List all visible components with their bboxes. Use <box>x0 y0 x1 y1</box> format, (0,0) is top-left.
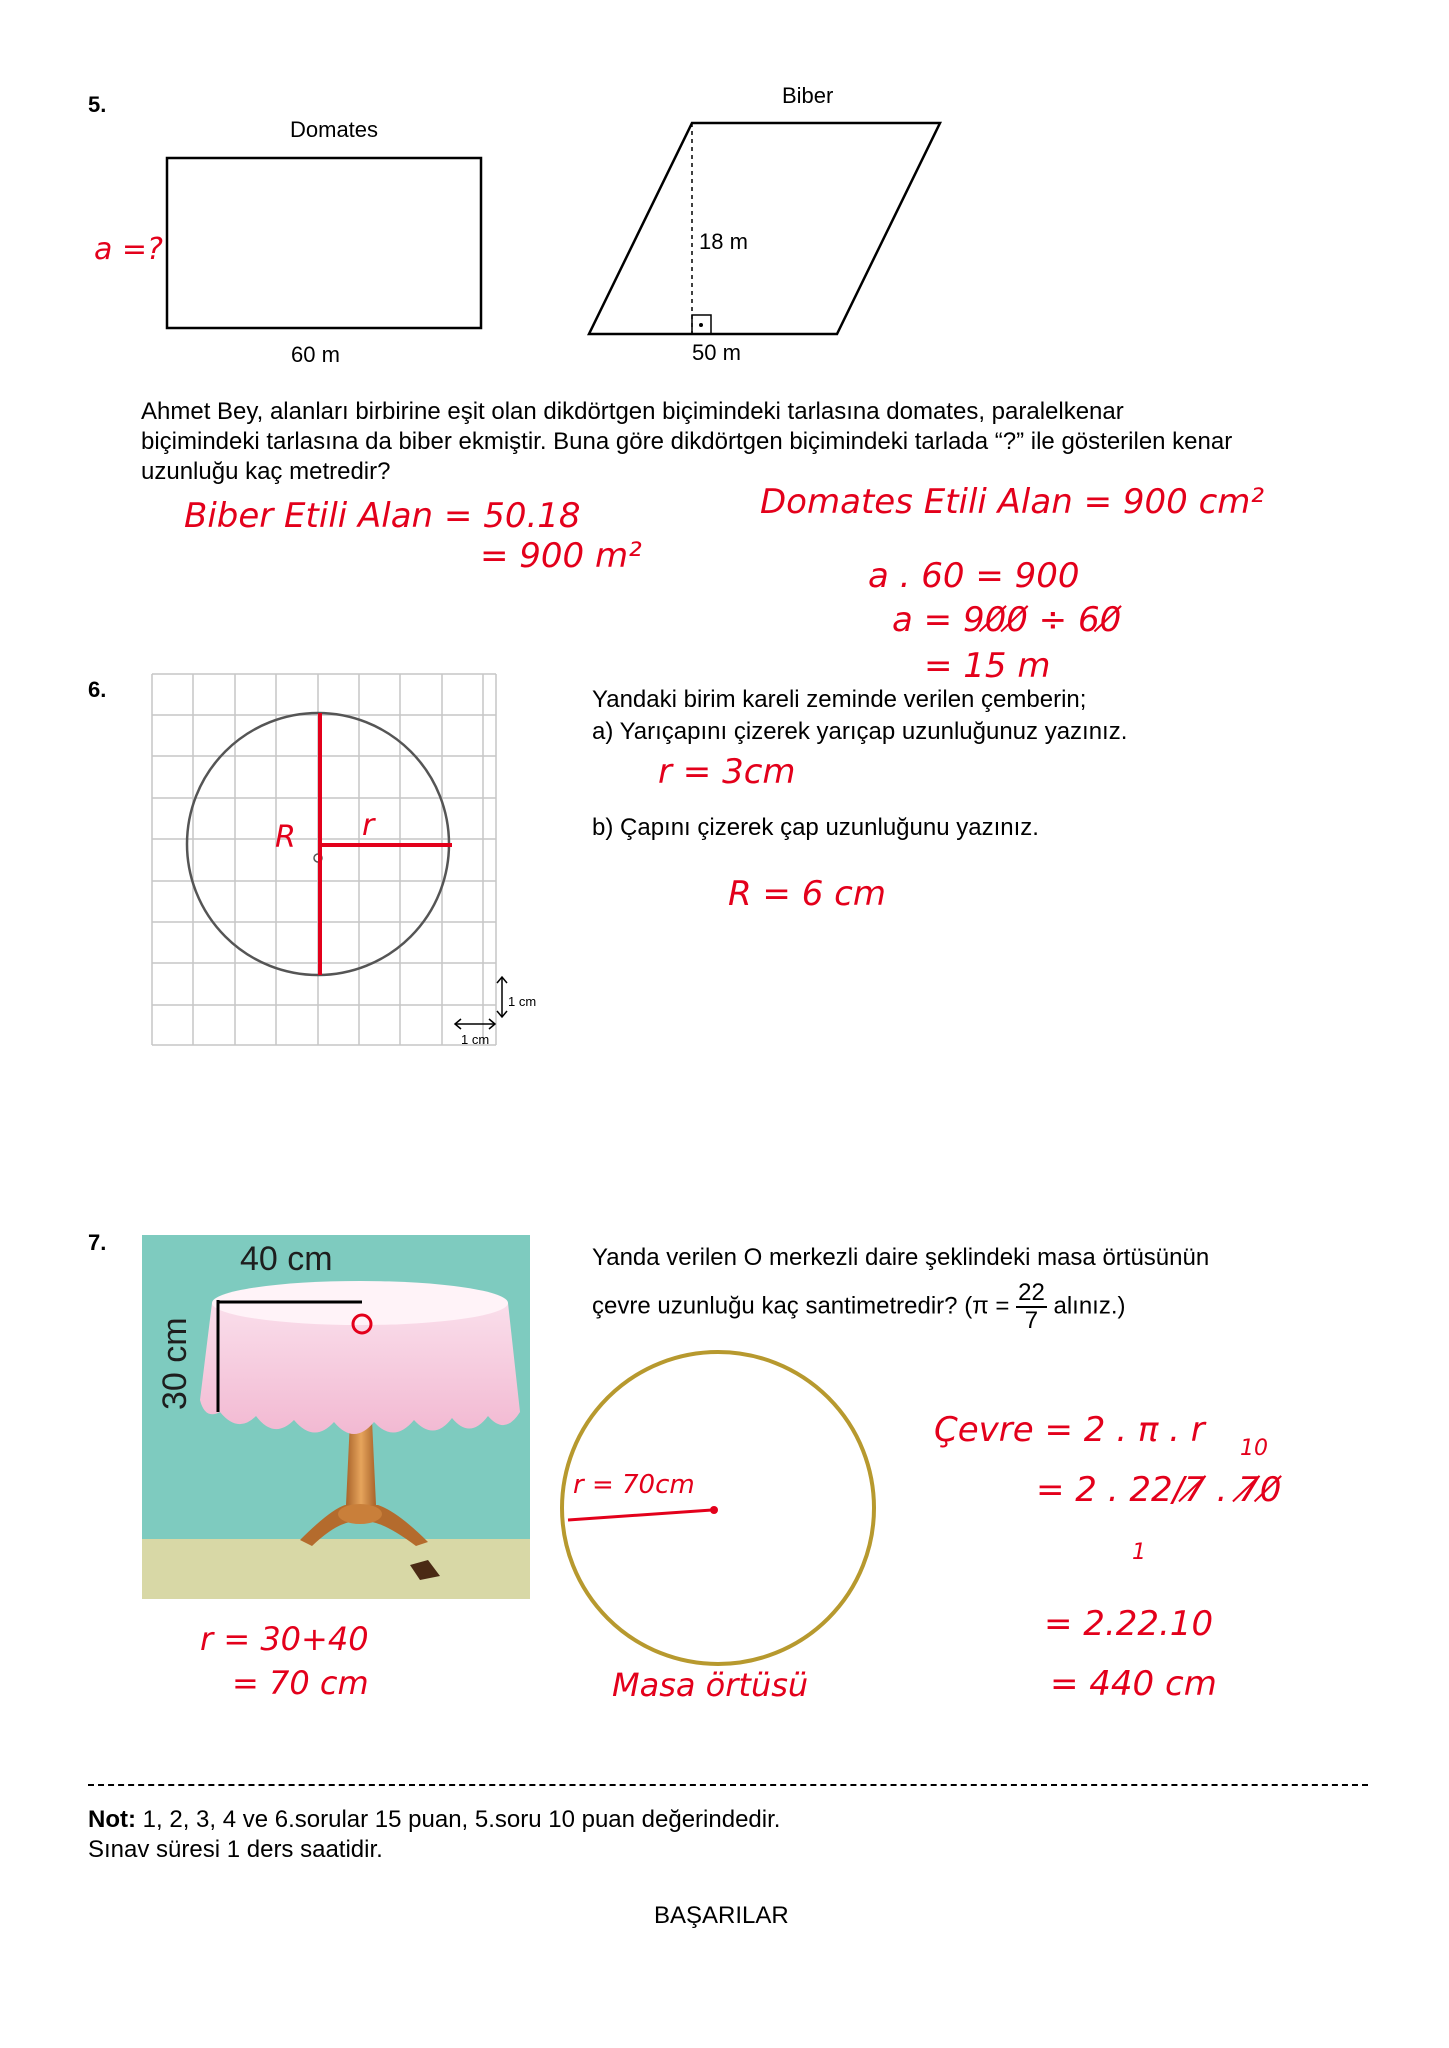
q7-text-line-1: Yanda verilen O merkezli daire şeklindeki masa örtüsünün <box>592 1244 1210 1271</box>
separator <box>88 1784 1368 1786</box>
para-base-label: 50 m <box>692 340 741 365</box>
q5-text-line-2: biçimindeki tarlasına da biber ekmiştir. Buna göre dikdörtgen biçimindeki tarlada “?” ile gösterilen kenar <box>141 428 1233 455</box>
q6-part-a: a) Yarıçapını çizerek yarıçap uzunluğunuz yazınız. <box>592 718 1128 745</box>
question-5-number: 5. <box>88 92 107 117</box>
hw-radius-sum: r = 30+40 <box>200 1620 369 1658</box>
hw-perimeter-formula: Çevre = 2 . π . r <box>934 1410 1205 1450</box>
note-text: 1, 2, 3, 4 ve 6.sorular 15 puan, 5.soru 10 puan değerindedir. <box>142 1806 781 1833</box>
question-7-number: 7. <box>88 1230 107 1255</box>
hw-circle <box>562 1352 874 1664</box>
hw-perimeter-step-1: = 2 . 22/7̸ . 7̸0̸ <box>1036 1470 1282 1510</box>
q6-intro: Yandaki birim kareli zeminde verilen çemberin; <box>592 686 1087 713</box>
hw-ten: 10 <box>1240 1436 1268 1461</box>
hw-circle-radius-label: r = 70cm <box>573 1470 695 1500</box>
question-6-number: 6. <box>88 677 107 702</box>
hw-answer-b: R = 6 cm <box>728 874 886 914</box>
hw-radius-result: = 70 cm <box>232 1664 369 1702</box>
q7-text-line-2 <box>592 1280 1126 1334</box>
hw-pepper-area-1: Biber Etili Alan = 50.18 <box>184 496 581 536</box>
img-width-label: 40 cm <box>240 1240 333 1278</box>
hw-tomato-area-3: a = 90̸0̸ ÷ 60̸ <box>892 600 1122 640</box>
q5-text-line-1: Ahmet Bey, alanları birbirine eşit olan dikdörtgen biçimindeki tarlasına domates, paralelkenar <box>141 398 1124 425</box>
hw-radius-label: r <box>362 808 375 843</box>
hw-tomato-area-1: Domates Etili Alan = 900 cm² <box>760 482 1265 522</box>
rect-width-label: 60 m <box>291 342 340 367</box>
q5-text-line-3: uzunluğu kaç metredir? <box>141 458 391 485</box>
hw-diameter-label: R <box>275 820 296 855</box>
img-height-label: 30 cm <box>156 1317 194 1410</box>
scale-vertical: 1 cm <box>508 994 537 1009</box>
q7-text-pre: çevre uzunluğu kaç santimetredir? (π = <box>592 1292 1010 1320</box>
tomato-label: Domates <box>290 117 379 142</box>
duration-text: Sınav süresi 1 ders saatidir. <box>88 1836 383 1863</box>
pi-denominator: 7 <box>1024 1307 1039 1334</box>
scale-horizontal: 1 cm <box>461 1032 490 1047</box>
hw-tomato-area-4: = 15 m <box>924 646 1051 686</box>
pepper-label: Biber <box>782 83 834 108</box>
pi-numerator: 22 <box>1018 1279 1045 1306</box>
pi-fraction <box>1016 1280 1047 1334</box>
hw-circle-radius <box>568 1510 712 1520</box>
hw-pepper-area-2: = 900 m² <box>480 536 642 576</box>
hw-perimeter-step-2: = 2.22.10 <box>1044 1604 1214 1644</box>
hw-circle-caption: Masa örtüsü <box>612 1666 809 1704</box>
q6-part-b: b) Çapını çizerek çap uzunluğunu yazınız. <box>592 814 1039 841</box>
hw-perimeter-result: = 440 cm <box>1050 1664 1217 1704</box>
para-height-label: 18 m <box>699 229 748 254</box>
q7-text-post: alınız.) <box>1053 1292 1126 1320</box>
note-label: Not: <box>88 1806 136 1833</box>
hw-tomato-area-2: a . 60 = 900 <box>868 556 1080 596</box>
hw-one: 1 <box>1132 1540 1146 1565</box>
hw-unknown-side: a =? <box>94 232 163 267</box>
hw-answer-a: r = 3cm <box>658 752 796 792</box>
closing-text: BAŞARILAR <box>654 1902 789 1929</box>
note-line <box>88 1804 780 1835</box>
